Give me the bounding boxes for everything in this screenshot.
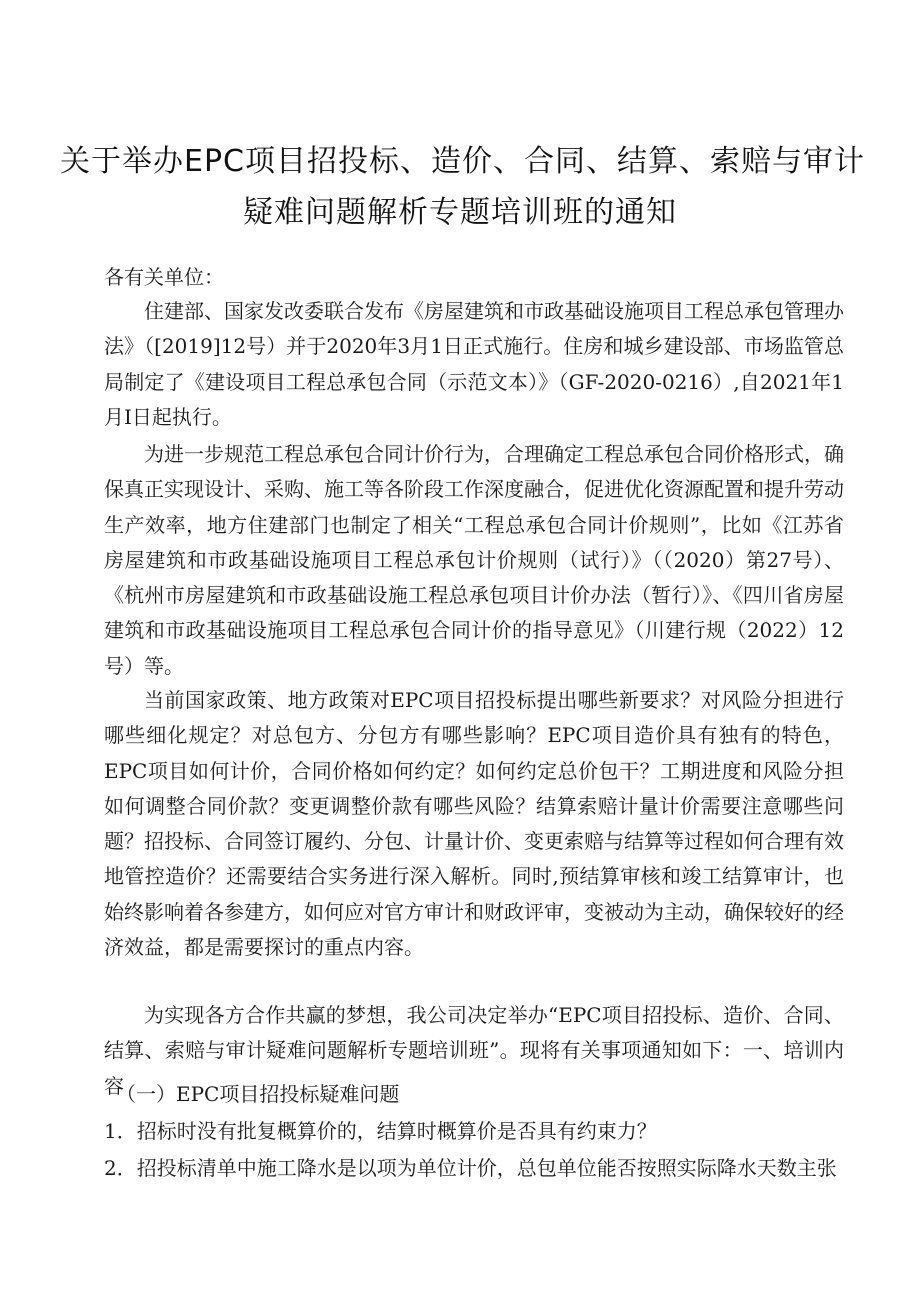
- question-item: 2．招投标清单中施工降水是以项为单位计价，总包单位能否按照实际降水天数主张: [104, 1156, 837, 1180]
- paragraph-training-announcement: 为实现各方合作共赢的梦想，我公司决定举办“EPC项目招投标、造价、合同、结算、索赔与审计疑难问题解析专题培训班”。现将有关事项通知如下：一、培训内容: [104, 1003, 844, 1098]
- paragraph-pricing-rules: 为进一步规范工程总承包合同计价行为，合理确定工程总承包合同价格形式，确保真正实现设计、采购、施工等各阶段工作深度融合，促进优化资源配置和提升劳动生产效率，地方住建部门也制定了相关“工程总承包合同计价规则”，比如《江苏省房屋建筑和市政基础设施项目工程总承包计价规则（试行）》（（2020）第27号）、《杭州市房屋建筑和市政基础设施工程总承包项目计价办法（暂行）》、《四川省房屋建筑和市政基础设施项目工程总承包合同计价的指导意见》（川建行规（2022）12号）等。: [104, 442, 844, 678]
- document-title-line-2: 疑难问题解析专题培训班的通知: [243, 195, 677, 230]
- question-item: 1．招标时没有批复概算价的，结算时概算价是否具有约束力？: [104, 1119, 657, 1143]
- section-heading: （一）EPC项目招投标疑难问题: [116, 1082, 400, 1106]
- paragraph-key-questions: 当前国家政策、地方政策对EPC项目招投标提出哪些新要求？对风险分担进行哪些细化规定？对总包方、分包方有哪些影响？EPC项目造价具有独有的特色，EPC项目如何计价，合同价格如何约定？如何约定总价包干？工期进度和风险分担如何调整合同价款？变更调整价款有哪些风险？结算索赔计量计价需要注意哪些问题？招投标、合同签订履约、分包、计量计价、变更索赔与结算等过程如何合理有效地管控造价？还需要结合实务进行深入解析。同时,预结算审核和竣工结算审计，也始终影响着各参建方，如何应对官方审计和财政评审，变被动为主动，确保较好的经济效益，都是需要探讨的重点内容。: [104, 688, 844, 960]
- paragraph-policy-background: 住建部、国家发改委联合发布《房屋建筑和市政基础设施项目工程总承包管理办法》（[2019]12号）并于2020年3月1日正式施行。住房和城乡建设部、市场监管总局制定了《建设项目工程总承包合同（示范文本）》（GF-2020-0216）,自2021年1月I日起执行。: [104, 299, 844, 429]
- salutation: 各有关单位：: [104, 265, 224, 289]
- document-title-line-1: 关于举办EPC项目招投标、造价、合同、结算、索赔与审计: [60, 144, 865, 179]
